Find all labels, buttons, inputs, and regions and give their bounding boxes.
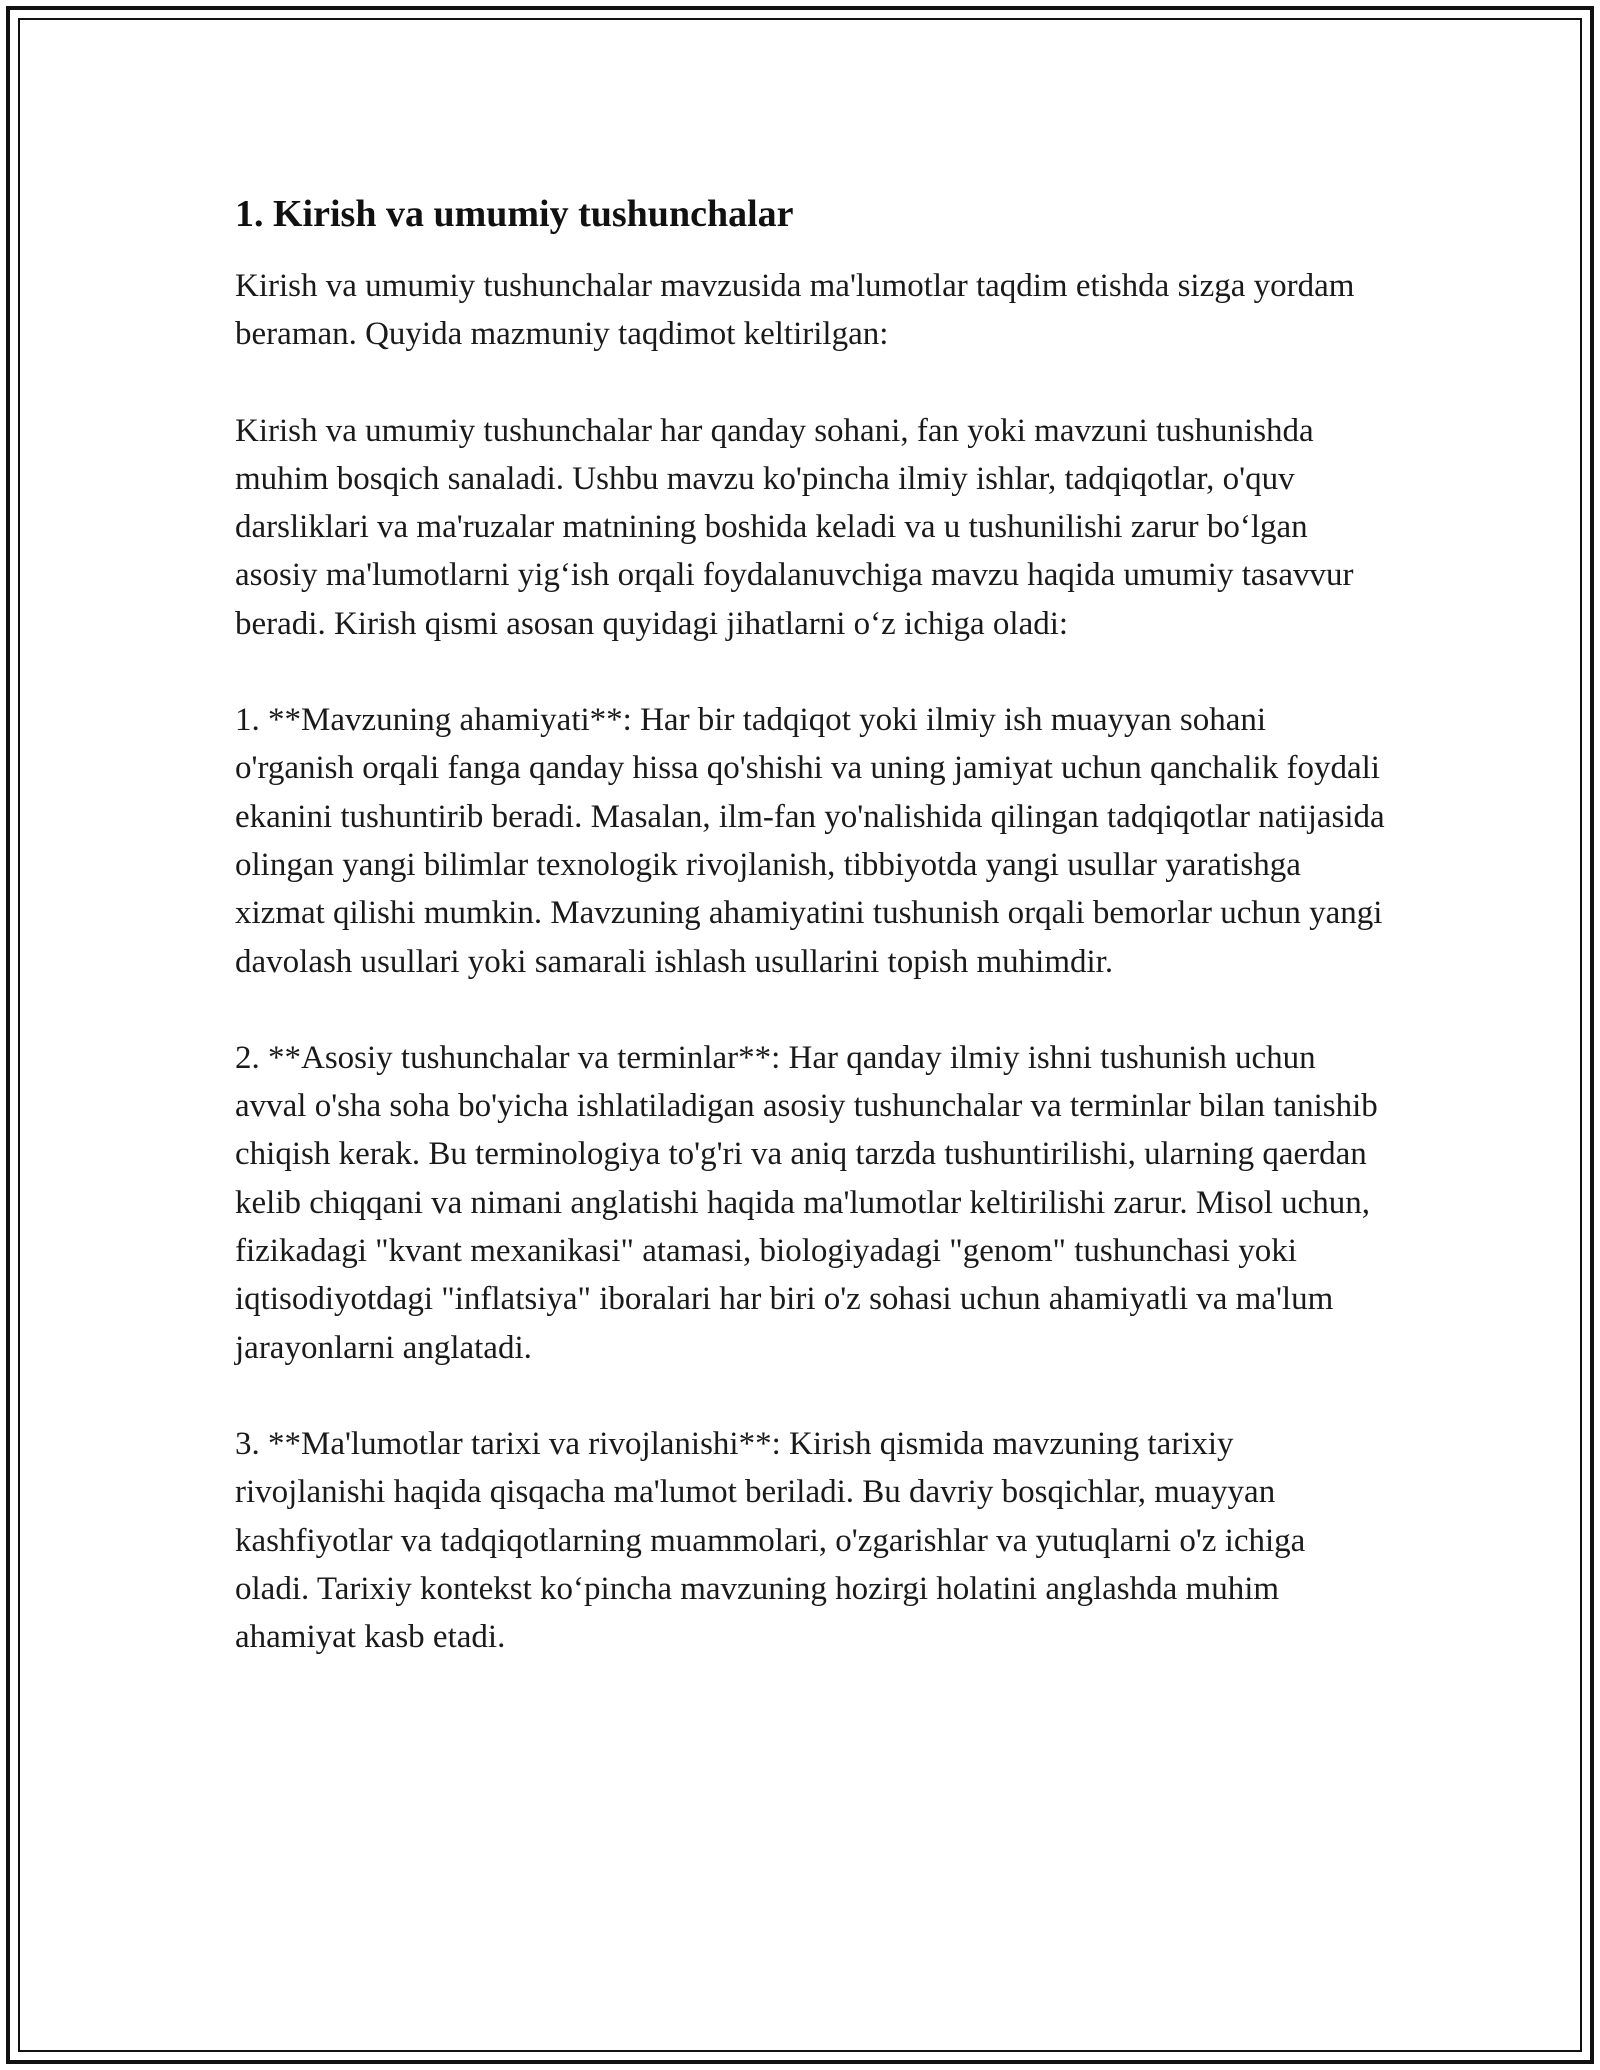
list-item-importance: 1. **Mavzuning ahamiyati**: Har bir tadqiqot yoki ilmiy ish muayyan sohani o'rganish orqali fanga qanday hissa qo'shishi va uning jamiyat uchun qanchalik foydali ekanini tushuntirib beradi. Masalan, ilm-fan yo'nalishida qilingan tadqiqotlar natijasida olingan yangi bilimlar texnologik rivojlanish, tibbiyotda yangi usullar yaratishga xizmat qilishi mumkin. Mavzuning ahamiyatini tushunish orqali bemorlar uchun yangi davolash usullari yoki samarali ishlash usullarini topish muhimdir.: [235, 702, 1385, 980]
overview-paragraph: Kirish va umumiy tushunchalar har qanday sohani, fan yoki mavzuni tushunishda muhim bosqich sanaladi. Ushbu mavzu ko'pincha ilmiy ishlar, tadqiqotlar, o'quv darsliklari va ma'ruzalar matnining boshida keladi va u tushunilishi zarur bo‘lgan asosiy ma'lumotlarni yig‘ish orqali foydalanuvchiga mavzu haqida umumiy tasavvur beradi. Kirish qismi asosan quyidagi jihatlarni o‘z ichiga oladi:: [235, 412, 1354, 642]
section-heading: 1. Kirish va umumiy tushunchalar: [235, 193, 794, 235]
document-body: [235, 186, 1385, 1709]
list-item-history: 3. **Ma'lumotlar tarixi va rivojlanishi**: Kirish qismida mavzuning tarixiy rivojlanishi haqida qisqacha ma'lumot beriladi. Bu davriy bosqichlar, muayyan kashfiyotlar va tadqiqotlarning muammolari, o'zgarishlar va yutuqlarni o'z ichiga oladi. Tarixiy kontekst ko‘pincha mavzuning hozirgi holatini anglashda muhim ahamiyat kasb etadi.: [235, 1425, 1306, 1656]
list-item-terms: 2. **Asosiy tushunchalar va terminlar**: Har qanday ilmiy ishni tushunish uchun avval o'sha soha bo'yicha ishlatiladigan asosiy tushunchalar va terminlar bilan tanishib chiqish kerak. Bu terminologiya to'g'ri va aniq tarzda tushuntirilishi, ularning qaerdan kelib chiqqani va nimani anglatishi haqida ma'lumotlar keltirilishi zarur. Misol uchun, fizikadagi "kvant mexanikasi" atamasi, biologiyadagi "genom" tushunchasi yoki iqtisodiyotdagi "inflatsiya" iboralari har biri o'z sohasi uchun ahamiyatli va ma'lum jarayonlarni anglatadi.: [235, 1039, 1378, 1366]
intro-paragraph: Kirish va umumiy tushunchalar mavzusida ma'lumotlar taqdim etishda sizga yordam beraman. Quyida mazmuniy taqdimot keltirilgan:: [235, 268, 1355, 353]
